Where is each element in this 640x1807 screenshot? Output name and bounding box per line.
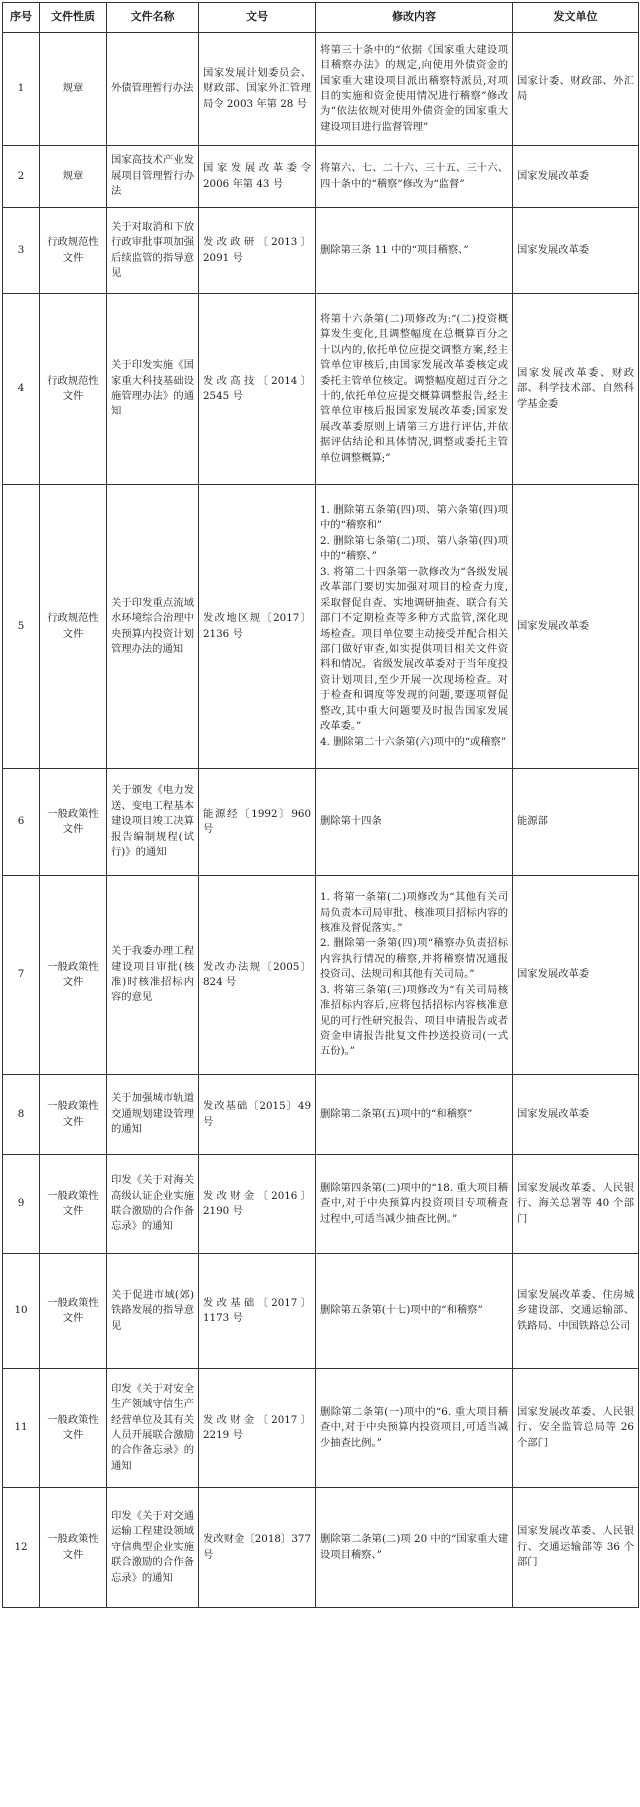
revision-content [316,1488,513,1608]
file-name: 关于对取消和下放行政审批事项加强后续监管的指导意见 [107,208,199,294]
revision-item: 删除第二条第(二)项 20 中的“国家重大建设项目稽察、” [320,1533,508,1561]
issuing-unit: 国家发展改革委 [513,876,639,1075]
file-name: 关于加强城市轨道交通规划建设管理的通知 [107,1075,199,1155]
file-name: 印发《关于对交通运输工程建设领域守信典型企业实施联合激励的合作备忘录》的通知 [107,1488,199,1608]
file-name: 关于颁发《电力发送、变电工程基本建设项目竣工决算报告编制规程(试行)》的通知 [107,769,199,876]
file-name: 外债管理暂行办法 [107,33,199,146]
file-nature: 一般政策性文件 [40,1155,107,1254]
header-number: 文号 [199,3,316,33]
table-row [3,1075,639,1155]
document-number: 发改办法规〔2005〕824 号 [199,876,316,1075]
document-number: 发改地区规〔2017〕2136 号 [199,485,316,769]
file-nature: 行政规范性文件 [40,294,107,485]
row-number: 4 [3,294,40,485]
document-number: 能源经〔1992〕960 号 [199,769,316,876]
issuing-unit: 国家发展改革委、住房城乡建设部、交通运输部、铁路局、中国铁路总公司 [513,1254,639,1369]
header-name: 文件名称 [107,3,199,33]
revision-item: 将第三十条中的“依据《国家重大建设项目稽察办法》的规定,向使用外债资金的国家重大建设项目派出稽察特派员,对项目的实施和资金使用情况进行稽察”修改为“依法依规对使用外债资金的国家重大建设项目进行监督管理” [320,43,508,133]
issuing-unit: 国家发展改革委 [513,146,639,208]
row-number: 7 [3,876,40,1075]
file-nature: 一般政策性文件 [40,1488,107,1608]
issuing-unit: 国家发展改革委、人民银行、海关总署等 40 个部门 [513,1155,639,1254]
revision-item: 4. 删除第二十六条第(六)项中的“或稽察” [320,735,507,748]
table-row [3,1369,639,1488]
issuing-unit: 国家发展改革委 [513,1075,639,1155]
revision-content [316,1369,513,1488]
revision-item: 2. 删除第一条第(四)项“稽察办负责招标内容执行情况的稽察,并将稽察情况通报投资司、法规司和其他有关司局。” [320,937,508,981]
document-number: 国家发展计划委员会、财政部、国家外汇管理局令 2003 年第 28 号 [199,33,316,146]
revision-content [316,1075,513,1155]
file-name: 关于印发重点流域水环境综合治理中央预算内投资计划管理办法的通知 [107,485,199,769]
table-row [3,485,639,769]
row-number: 11 [3,1369,40,1488]
header-no: 序号 [3,3,40,33]
file-nature: 规章 [40,33,107,146]
revision-content [316,485,513,769]
row-number: 2 [3,146,40,208]
revision-item: 2. 删除第七条第(二)项、第八条第(四)项中的“稽察、” [320,534,508,563]
table-row [3,294,639,485]
file-nature: 一般政策性文件 [40,1075,107,1155]
file-nature: 一般政策性文件 [40,1254,107,1369]
table-row [3,146,639,208]
table-row [3,1155,639,1254]
document-number: 发改基础〔2017〕1173 号 [199,1254,316,1369]
revision-item: 3. 将第三条第(三)项修改为“有关司局核准招标内容后,应将包括招标内容核准意见的可行性研究报告、项目申请报告或者资金申请报告批复文件抄送投资司(一式五份)。” [320,983,508,1058]
file-name: 关于促进市域(郊)铁路发展的指导意见 [107,1254,199,1369]
file-name: 印发《关于对海关高级认证企业实施联合激励的合作备忘录》的通知 [107,1155,199,1254]
revision-content [316,1155,513,1254]
issuing-unit: 国家发展改革委、人民银行、安全监管总局等 26 个部门 [513,1369,639,1488]
revision-item: 1. 将第一条第(二)项修改为“其他有关司局负责本司局审批、核准项目招标内容的核准及督促落实。” [320,891,508,934]
file-nature: 行政规范性文件 [40,208,107,294]
row-number: 12 [3,1488,40,1608]
file-nature: 一般政策性文件 [40,769,107,876]
revision-item: 删除第二条第(一)项中的“6. 重大项目稽查中,对于中央预算内投资项目,可适当减少抽查比例。” [320,1405,508,1449]
file-nature: 一般政策性文件 [40,1369,107,1488]
file-name: 关于印发实施《国家重大科技基础设施管理办法》的通知 [107,294,199,485]
table-row [3,1488,639,1608]
issuing-unit: 国家发展改革委 [513,485,639,769]
revision-item: 将第十六条第(二)项修改为:“(二)投资概算发生变化,且调整幅度在总概算百分之十以内的,依托单位应提交调整方案,经主管单位审核后,由国家发展改革委核定或委托主管单位核定。调整幅度超过百分之十的,依托单位应提交概算调整报告,经主管单位审核后报国家发展改革委;国家发展改革委原则上请第三方进行评估,并依据评估结论和具体情况,调整或委托主管单位调整概算;” [320,312,508,464]
revision-table [2,2,639,1608]
revision-item: 删除第四条第(二)项中的“18. 重大项目稽查中,对于中央预算内投资项目专项稽查过程中,可适当减少抽查比例。” [320,1181,508,1225]
revision-content [316,294,513,485]
revision-content [316,208,513,294]
header-issuer: 发文单位 [513,3,639,33]
issuing-unit: 国家发展改革委 [513,208,639,294]
document-number: 发改高技〔2014〕2545 号 [199,294,316,485]
header-content: 修改内容 [316,3,513,33]
table-row [3,208,639,294]
table-row [3,769,639,876]
row-number: 6 [3,769,40,876]
revision-item: 将第六、七、二十六、三十五、三十六、四十条中的“稽察”修改为“监督” [320,162,508,190]
revision-item: 删除第十四条 [320,815,382,828]
table-row [3,33,639,146]
file-nature: 行政规范性文件 [40,485,107,769]
revision-content [316,146,513,208]
header-nature: 文件性质 [40,3,107,33]
file-name: 印发《关于对安全生产领域守信生产经营单位及其有关人员开展联合激励的合作备忘录》的通知 [107,1369,199,1488]
table-row [3,1254,639,1369]
revision-content [316,1254,513,1369]
row-number: 3 [3,208,40,294]
file-name: 国家高技术产业发展项目管理暂行办法 [107,146,199,208]
issuing-unit: 能源部 [513,769,639,876]
revision-content [316,33,513,146]
row-number: 8 [3,1075,40,1155]
file-nature: 规章 [40,146,107,208]
revision-item: 3. 将第二十四条第一款修改为“各级发展改革部门要切实加强对项目的检查力度,采取督促自查、实地调研抽查、联合有关部门不定期检查等多种方式监管,深化现场检查。项目单位要主动接受并配合相关部门做好审查,如实提供项目相关文件资料和情况。省级发展改革委对于当年度投资计划项目,至少开展一次现场检查。对于检查和调度等发现的问题,要逐项督促整改,其中重大问题要及时报告国家发展改革委。” [320,565,508,733]
issuing-unit: 国家计委、财政部、外汇局 [513,33,639,146]
revision-item: 删除第三条 11 中的“项目稽察、” [320,243,469,256]
document-number: 发改财金〔2016〕2190 号 [199,1155,316,1254]
issuing-unit: 国家发展改革委、人民银行、交通运输部等 36 个部门 [513,1488,639,1608]
issuing-unit: 国家发展改革委、财政部、科学技术部、自然科学基金委 [513,294,639,485]
row-number: 5 [3,485,40,769]
revision-item: 删除第二条第(五)项中的“和稽察” [320,1107,473,1120]
document-number: 发改财金〔2017〕2219 号 [199,1369,316,1488]
file-nature: 一般政策性文件 [40,876,107,1075]
row-number: 1 [3,33,40,146]
revision-content [316,769,513,876]
document-number: 国家发展改革委令 2006 年第 43 号 [199,146,316,208]
row-number: 10 [3,1254,40,1369]
table-body [3,33,639,1608]
document-number: 发改基础〔2015〕49 号 [199,1075,316,1155]
table-row [3,876,639,1075]
revision-item: 1. 删除第五条第(四)项、第六条第(四)项中的“稽察和” [320,504,508,532]
header-row [3,3,639,33]
document-number: 发改财金〔2018〕377 号 [199,1488,316,1608]
revision-content [316,876,513,1075]
file-name: 关于我委办理工程建设项目审批(核准)时核准招标内容的意见 [107,876,199,1075]
row-number: 9 [3,1155,40,1254]
revision-item: 删除第五条第(十七)项中的“和稽察” [320,1304,483,1317]
document-number: 发改政研〔2013〕2091 号 [199,208,316,294]
